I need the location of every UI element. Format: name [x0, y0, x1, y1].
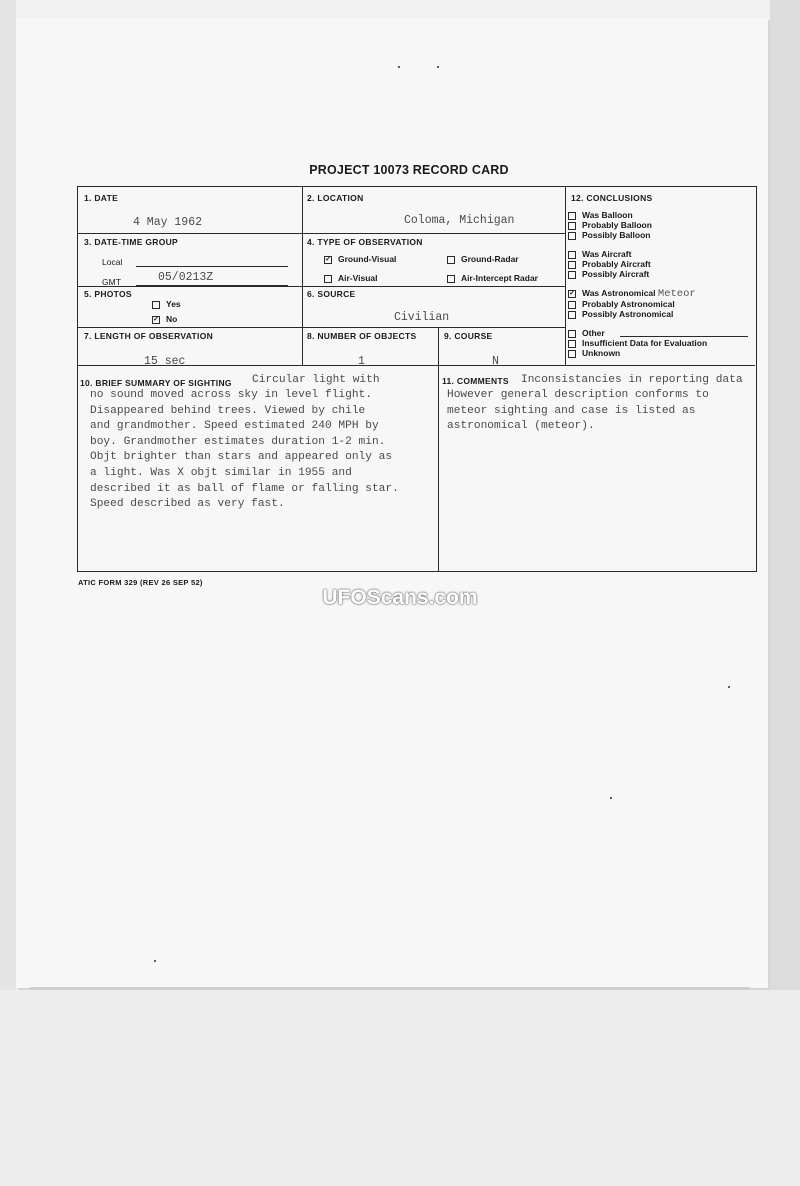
- checkbox-icon[interactable]: [152, 301, 160, 309]
- checkbox-icon[interactable]: [568, 261, 576, 269]
- option-photos-no[interactable]: ✓ No: [153, 314, 178, 324]
- summary-line: Objt brighter than stars and appeared only as: [90, 451, 393, 463]
- gmt-label: GMT: [102, 277, 121, 287]
- photos-label: 5. PHOTOS: [84, 289, 132, 299]
- summary-line: Circular light with: [252, 374, 380, 386]
- conclusion-item[interactable]: Possibly Astronomical: [568, 309, 696, 319]
- checkbox-icon[interactable]: [568, 311, 576, 319]
- date-label: 1. DATE: [84, 193, 119, 203]
- conclusions-other-group: [568, 328, 707, 358]
- checkbox-icon[interactable]: [568, 301, 576, 309]
- conclusion-item[interactable]: Was Aircraft: [568, 249, 651, 259]
- record-card: [77, 186, 757, 572]
- scan-speck: [610, 797, 612, 799]
- number-of-objects-value: 1: [358, 355, 365, 368]
- conclusion-item[interactable]: Unknown: [568, 348, 707, 358]
- option-photos-yes[interactable]: Yes: [152, 299, 181, 309]
- checkbox-checked-icon[interactable]: ✓: [153, 315, 159, 323]
- option-ground-radar[interactable]: Ground-Radar: [447, 254, 519, 264]
- divider: [78, 286, 565, 287]
- length-of-observation-value: 15 sec: [144, 355, 186, 368]
- lower-page-edge: [0, 990, 800, 1186]
- summary-line: a light. Was X objt similar in 1955 and: [90, 467, 352, 479]
- checkbox-icon[interactable]: [447, 275, 455, 283]
- source-label: 6. SOURCE: [307, 289, 356, 299]
- checkbox-checked-icon[interactable]: ✓: [325, 255, 331, 263]
- conclusion-item[interactable]: Other: [568, 328, 707, 338]
- checkbox-icon[interactable]: [568, 271, 576, 279]
- checkbox-icon[interactable]: [568, 251, 576, 259]
- checkbox-checked-icon[interactable]: ✓: [569, 289, 575, 297]
- local-line: [136, 266, 288, 267]
- summary-line: described it as ball of flame or falling star.: [90, 483, 399, 495]
- date-time-group-label: 3. DATE-TIME GROUP: [84, 237, 179, 247]
- conclusion-item[interactable]: Probably Aircraft: [568, 259, 651, 269]
- page-fold-shadow: [30, 987, 750, 990]
- comments-line: However general description conforms to: [447, 389, 709, 401]
- conclusion-item[interactable]: Probably Balloon: [568, 220, 652, 230]
- brief-summary-label: 10. BRIEF SUMMARY OF SIGHTING: [80, 378, 232, 388]
- option-air-visual[interactable]: Air-Visual: [324, 273, 378, 283]
- conclusions-balloon-group: [568, 210, 652, 240]
- scan-speck: [437, 66, 439, 68]
- checkbox-icon[interactable]: [447, 256, 455, 264]
- conclusion-item[interactable]: Probably Astronomical: [568, 299, 696, 309]
- location-value: Coloma, Michigan: [404, 214, 515, 227]
- conclusion-item[interactable]: Was Balloon: [568, 210, 652, 220]
- checkbox-icon[interactable]: [324, 275, 332, 283]
- summary-line: boy. Grandmother estimates duration 1-2 min.: [90, 436, 386, 448]
- checkbox-icon[interactable]: [568, 212, 576, 220]
- summary-line: Disappeared behind trees. Viewed by chile: [90, 405, 366, 417]
- checkbox-icon[interactable]: [568, 330, 576, 338]
- conclusion-item[interactable]: Possibly Balloon: [568, 230, 652, 240]
- comments-line: astronomical (meteor).: [447, 420, 595, 432]
- summary-line: no sound moved across sky in level flight.: [90, 389, 372, 401]
- checkbox-icon[interactable]: [568, 340, 576, 348]
- conclusions-astronomical-group: [568, 288, 696, 319]
- scan-speck: [154, 960, 156, 962]
- summary-line: Speed described as very fast.: [90, 498, 285, 510]
- divider: [302, 187, 303, 327]
- summary-line: and grandmother. Speed estimated 240 MPH by: [90, 420, 379, 432]
- checkbox-icon[interactable]: [568, 222, 576, 230]
- conclusions-aircraft-group: [568, 249, 651, 279]
- gmt-value: 05/0213Z: [158, 271, 214, 284]
- divider: [78, 233, 565, 234]
- scan-speck: [398, 66, 400, 68]
- source-value: Civilian: [394, 311, 450, 324]
- gmt-line: [136, 285, 288, 286]
- conclusions-label: 12. CONCLUSIONS: [571, 193, 653, 203]
- comments-label: 11. COMMENTS: [442, 376, 509, 386]
- conclusion-item[interactable]: ✓ Was Astronomical Meteor: [569, 288, 696, 300]
- location-label: 2. LOCATION: [307, 193, 364, 203]
- date-value: 4 May 1962: [133, 216, 203, 229]
- type-of-observation-label: 4. TYPE OF OBSERVATION: [307, 237, 423, 247]
- divider: [438, 327, 439, 572]
- conclusion-item[interactable]: Possibly Aircraft: [568, 269, 651, 279]
- watermark: UFOScans.com: [322, 586, 478, 609]
- comments-line: Inconsistancies in reporting data: [521, 374, 743, 386]
- checkbox-icon[interactable]: [568, 232, 576, 240]
- local-label: Local: [102, 257, 123, 267]
- conclusion-item[interactable]: Insufficient Data for Evaluation: [568, 338, 707, 348]
- length-of-observation-label: 7. LENGTH OF OBSERVATION: [84, 331, 214, 341]
- card-title: PROJECT 10073 RECORD CARD: [309, 163, 509, 177]
- comments-line: meteor sighting and case is listed as: [447, 405, 696, 417]
- divider: [565, 187, 566, 365]
- form-number: ATIC FORM 329 (REV 26 SEP 52): [78, 578, 203, 587]
- option-air-intercept-radar[interactable]: Air-Intercept Radar: [447, 273, 538, 283]
- scan-speck: [728, 686, 730, 688]
- other-line: [620, 336, 748, 337]
- number-of-objects-label: 8. NUMBER OF OBJECTS: [307, 331, 417, 341]
- divider: [302, 327, 303, 365]
- divider: [78, 327, 565, 328]
- course-label: 9. COURSE: [444, 331, 493, 341]
- conclusion-typed-meteor: Meteor: [657, 288, 696, 300]
- option-ground-visual[interactable]: ✓ Ground-Visual: [325, 254, 397, 264]
- checkbox-icon[interactable]: [568, 350, 576, 358]
- course-value: N: [492, 355, 499, 368]
